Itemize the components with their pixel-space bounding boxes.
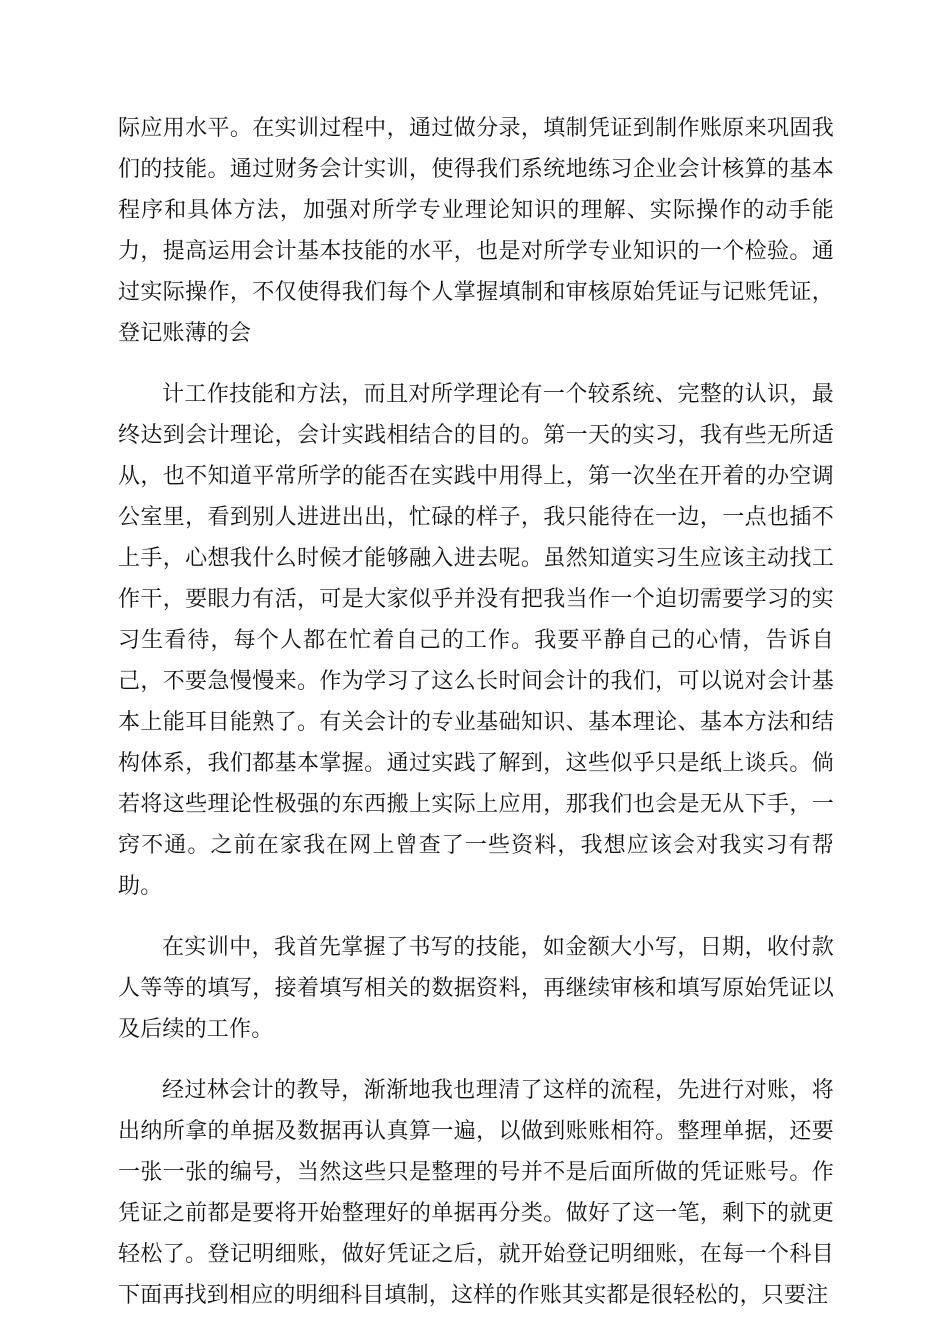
paragraph-1: 际应用水平。在实训过程中，通过做分录，填制凭证到制作账原来巩固我们的技能。通过财务会计实训，使得我们系统地练习企业会计核算的基本程序和具体方法，加强对所学专业理论知识的理解、实际操作的动手能力，提高运用会计基本技能的水平，也是对所学专业知识的一个检验。通过实际操作，不仅使得我们每个人掌握填制和审核原始凭证与记账凭证，登记账薄的会 (118, 116, 834, 346)
document-body (118, 108, 834, 1336)
paragraph-4: 经过林会计的教导，渐渐地我也理清了这样的流程，先进行对账，将出纳所拿的单据及数据再认真算一遍，以做到账账相符。整理单据，还要一张一张的编号，当然这些只是整理的号并不是后面所做的凭证账号。作凭证之前都是要将开始整理好的单据再分类。做好了这一笔，剩下的就更轻松了。登记明细账，做好凭证之后，就开始登记明细账，在每一个科目下面再找到相应的明细科目填制，这样的作账其实都是很轻松的，只要注 (118, 1078, 834, 1308)
paragraph-3: 在实训中，我首先掌握了书写的技能，如金额大小写，日期，收付款人等等的填写，接着填写相关的数据资料，再继续审核和填写原始凭证以及后续的工作。 (118, 935, 834, 1042)
paragraph-2: 计工作技能和方法，而且对所学理论有一个较系统、完整的认识，最终达到会计理论，会计实践相结合的目的。第一天的实习，我有些无所适从，也不知道平常所学的能否在实践中用得上，第一次坐在开着的办空调公室里，看到别人进进出出，忙碌的样子，我只能待在一边，一点也插不上手，心想我什么时候才能够融入进去呢。虽然知道实习生应该主动找工作干，要眼力有活，可是大家似乎并没有把我当作一个迫切需要学习的实习生看待，每个人都在忙着自己的工作。我要平静自己的心情，告诉自己，不要急慢慢来。作为学习了这么长时间会计的我们，可以说对会计基本上能耳目能熟了。有关会计的专业基础知识、基本理论、基本方法和结构体系，我们都基本掌握。通过实践了解到，这些似乎只是纸上谈兵。倘若将这些理论性极强的东西搬上实际上应用，那我们也会是无从下手，一窍不通。之前在家我在网上曾查了一些资料，我想应该会对我实习有帮助。 (118, 382, 834, 899)
